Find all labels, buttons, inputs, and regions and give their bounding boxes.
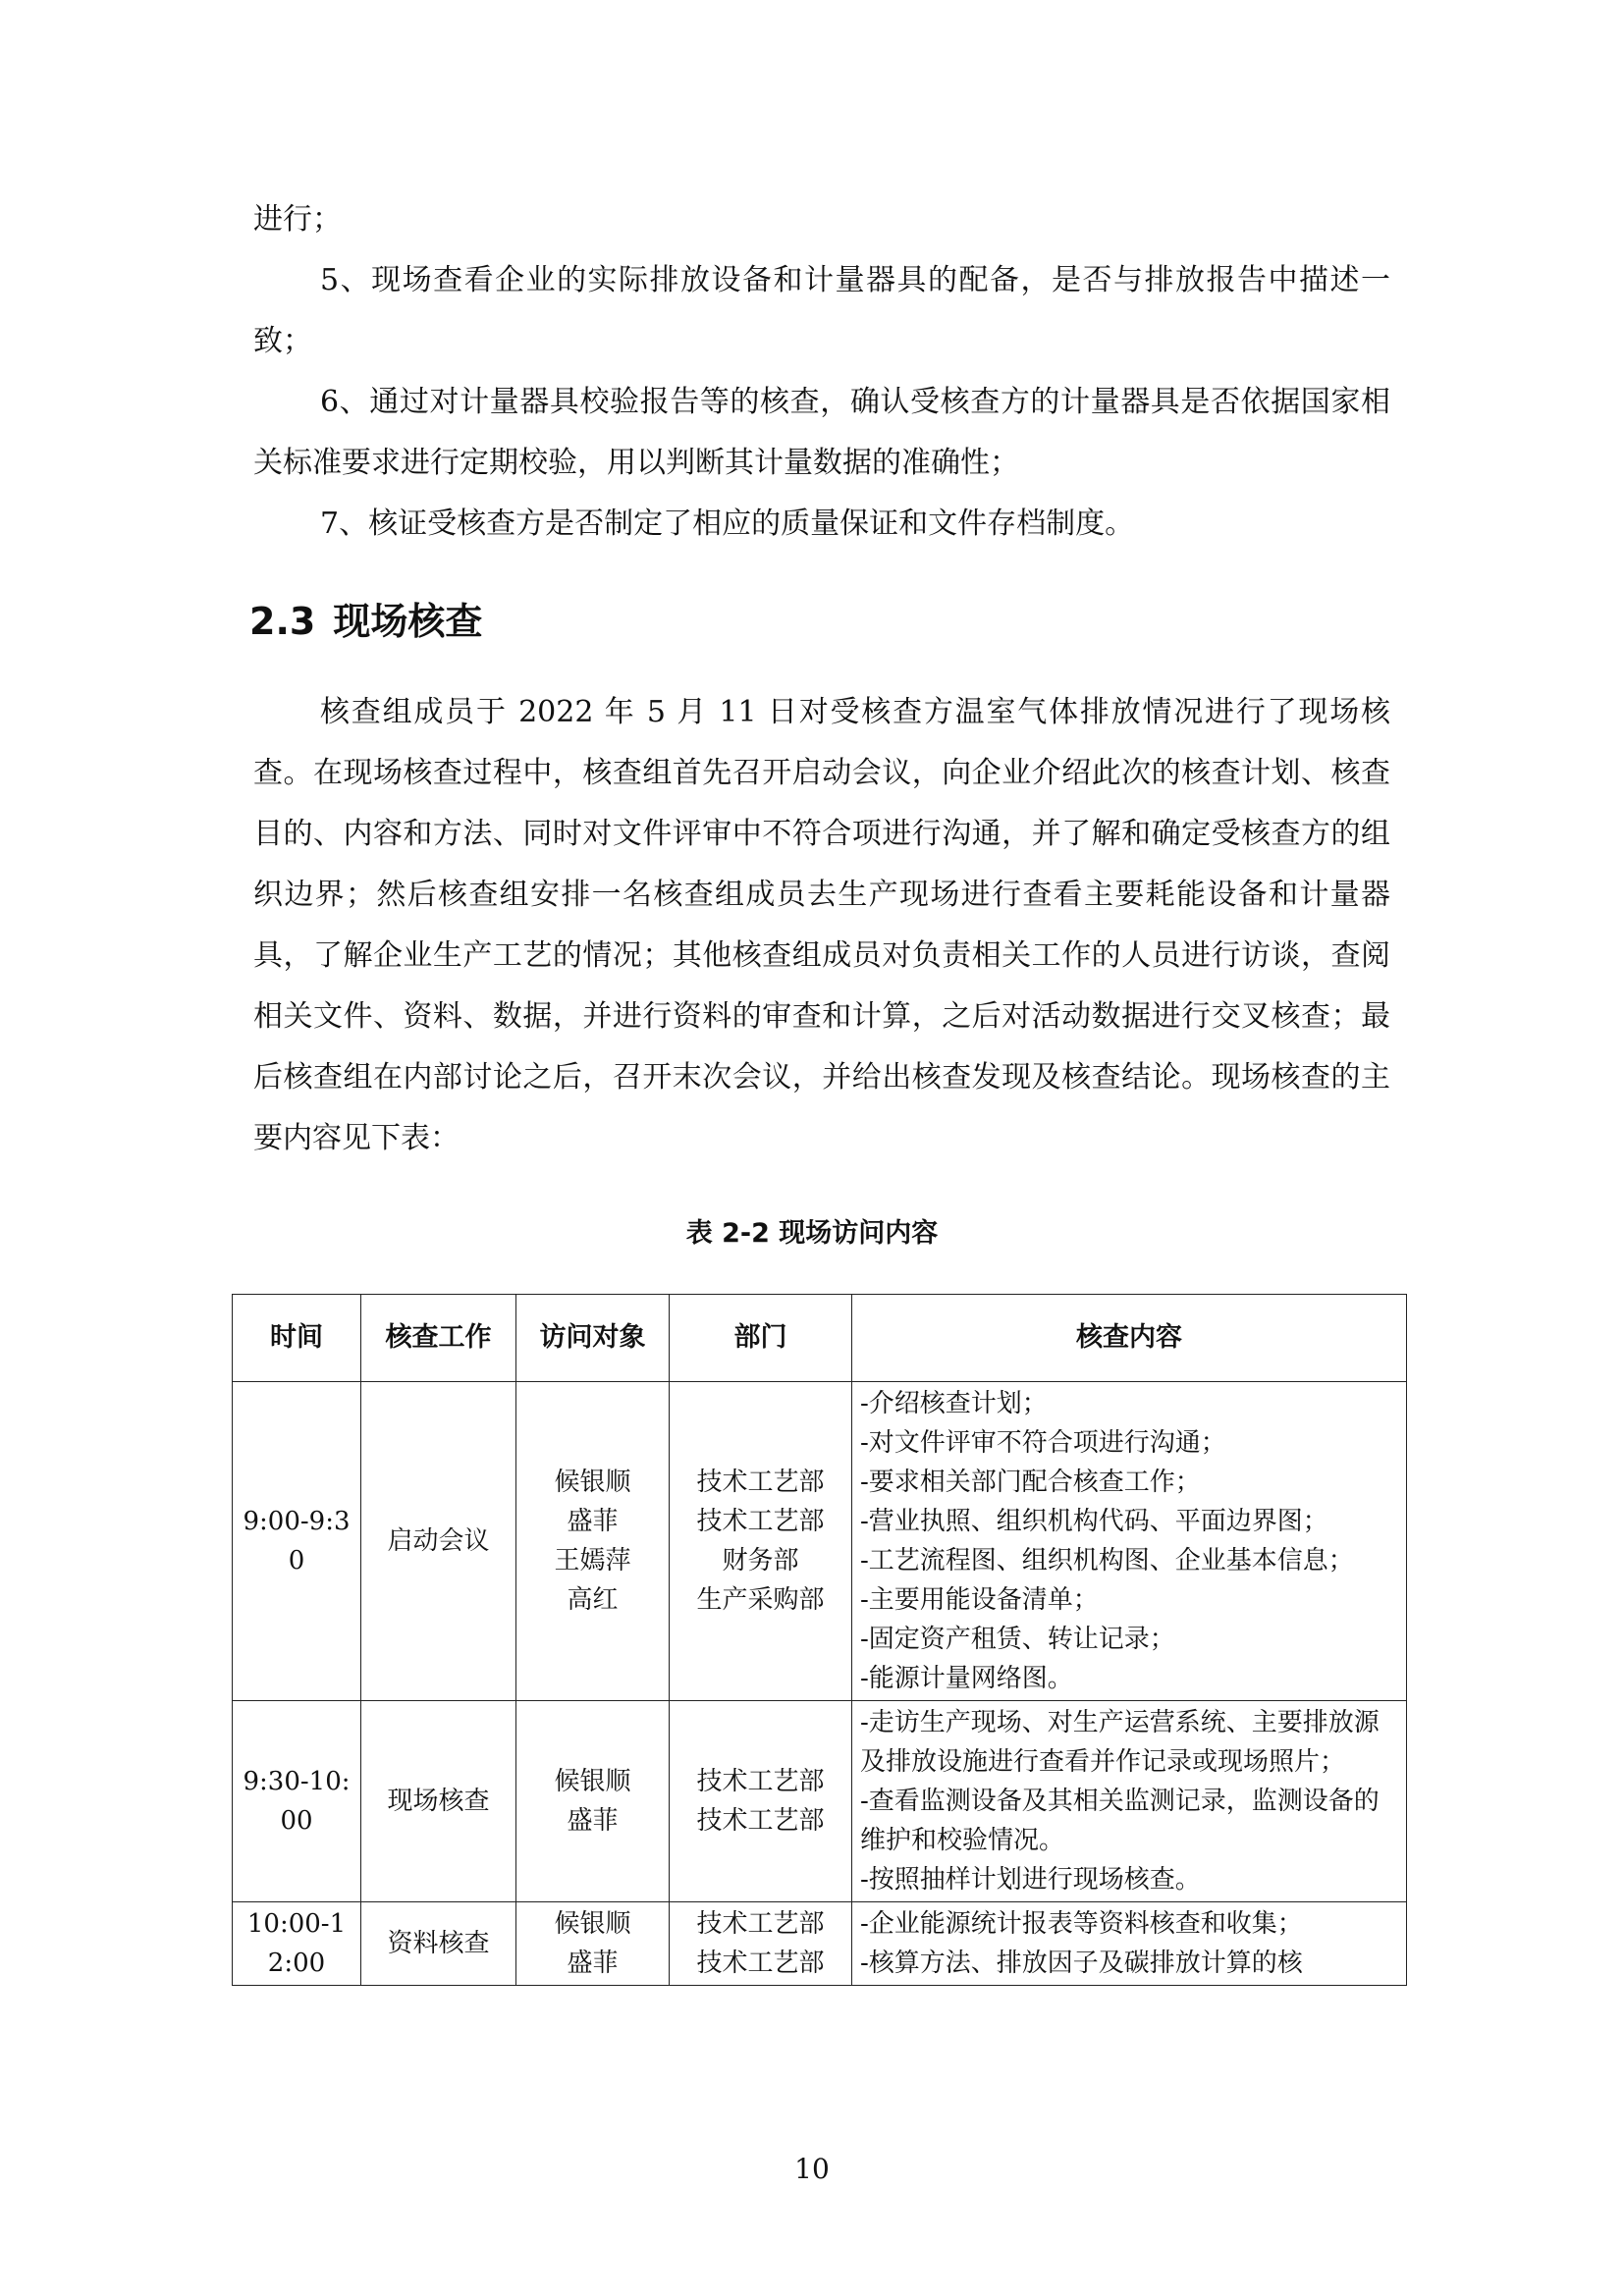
paragraph-item-6: 6、通过对计量器具校验报告等的核查，确认受核查方的计量器具是否依据国家相关标准要求进行定期校验，用以判断其计量数据的准确性； [253, 385, 1390, 480]
cell-time: 10:00-1 2:00 [233, 1902, 361, 1986]
paragraph-item-7: 7、核证受核查方是否制定了相应的质量保证和文件存档制度。 [320, 507, 1135, 541]
cell-work: 现场核查 [361, 1701, 516, 1902]
cell-departments: 技术工艺部 技术工艺部 [670, 1902, 852, 1986]
table-row [233, 1701, 1407, 1902]
visit-table [232, 1294, 1407, 1986]
cell-persons: 候银顺 盛菲 王嫣萍 高红 [516, 1382, 670, 1701]
page-number: 10 [794, 2153, 830, 2185]
table-row [233, 1382, 1407, 1701]
cell-persons: 候银顺 盛菲 [516, 1902, 670, 1986]
cell-content: -介绍核查计划； -对文件评审不符合项进行沟通； -要求相关部门配合核查工作； -营业执照、组织机构代码、平面边界图； -工艺流程图、组织机构图、企业基本信息； -主要用能设备清单； -固定资产租赁、转让记录； -能源计量网络图。 [852, 1382, 1407, 1701]
body-paragraph: 核查组成员于 2022 年 5 月 11 日对受核查方温室气体排放情况进行了现场核查。在现场核查过程中，核查组首先召开启动会议，向企业介绍此次的核查计划、核查目的、内容和方法、同时对文件评审中不符合项进行沟通，并了解和确定受核查方的组织边界；然后核查组安排一名核查组成员去生产现场进行查看主要耗能设备和计量器具，了解企业生产工艺的情况；其他核查组成员对负责相关工作的人员进行访谈，查阅相关文件、资料、数据，并进行资料的审查和计算，之后对活动数据进行交叉核查；最后核查组在内部讨论之后，召开末次会议，并给出核查发现及核查结论。现场核查的主要内容见下表： [253, 695, 1390, 1155]
table-caption: 表 2-2 现场访问内容 [685, 1218, 939, 1249]
table-header-row [233, 1295, 1407, 1382]
cell-persons: 候银顺 盛菲 [516, 1701, 670, 1902]
section-heading [249, 592, 482, 651]
cell-work: 启动会议 [361, 1382, 516, 1701]
cell-time: 9:30-10: 00 [233, 1701, 361, 1902]
section-title: 现场核查 [333, 600, 483, 643]
header-time: 时间 [233, 1295, 361, 1382]
cell-content: -走访生产现场、对生产运营系统、主要排放源及排放设施进行查看并作记录或现场照片； -查看监测设备及其相关监测记录，监测设备的维护和校验情况。 -按照抽样计划进行现场核查。 [852, 1701, 1407, 1902]
section-number: 2.3 [249, 600, 316, 643]
paragraph-continuation: 进行； [253, 202, 342, 237]
cell-content: -企业能源统计报表等资料核查和收集； -核算方法、排放因子及碳排放计算的核 [852, 1902, 1407, 1986]
paragraph-item-5: 5、现场查看企业的实际排放设备和计量器具的配备，是否与排放报告中描述一致； [253, 263, 1390, 358]
header-work: 核查工作 [361, 1295, 516, 1382]
header-department: 部门 [670, 1295, 852, 1382]
header-persons: 访问对象 [516, 1295, 670, 1382]
table-row [233, 1902, 1407, 1986]
cell-departments: 技术工艺部 技术工艺部 财务部 生产采购部 [670, 1382, 852, 1701]
header-content: 核查内容 [852, 1295, 1407, 1382]
cell-departments: 技术工艺部 技术工艺部 [670, 1701, 852, 1902]
cell-time: 9:00-9:3 0 [233, 1382, 361, 1701]
cell-work: 资料核查 [361, 1902, 516, 1986]
